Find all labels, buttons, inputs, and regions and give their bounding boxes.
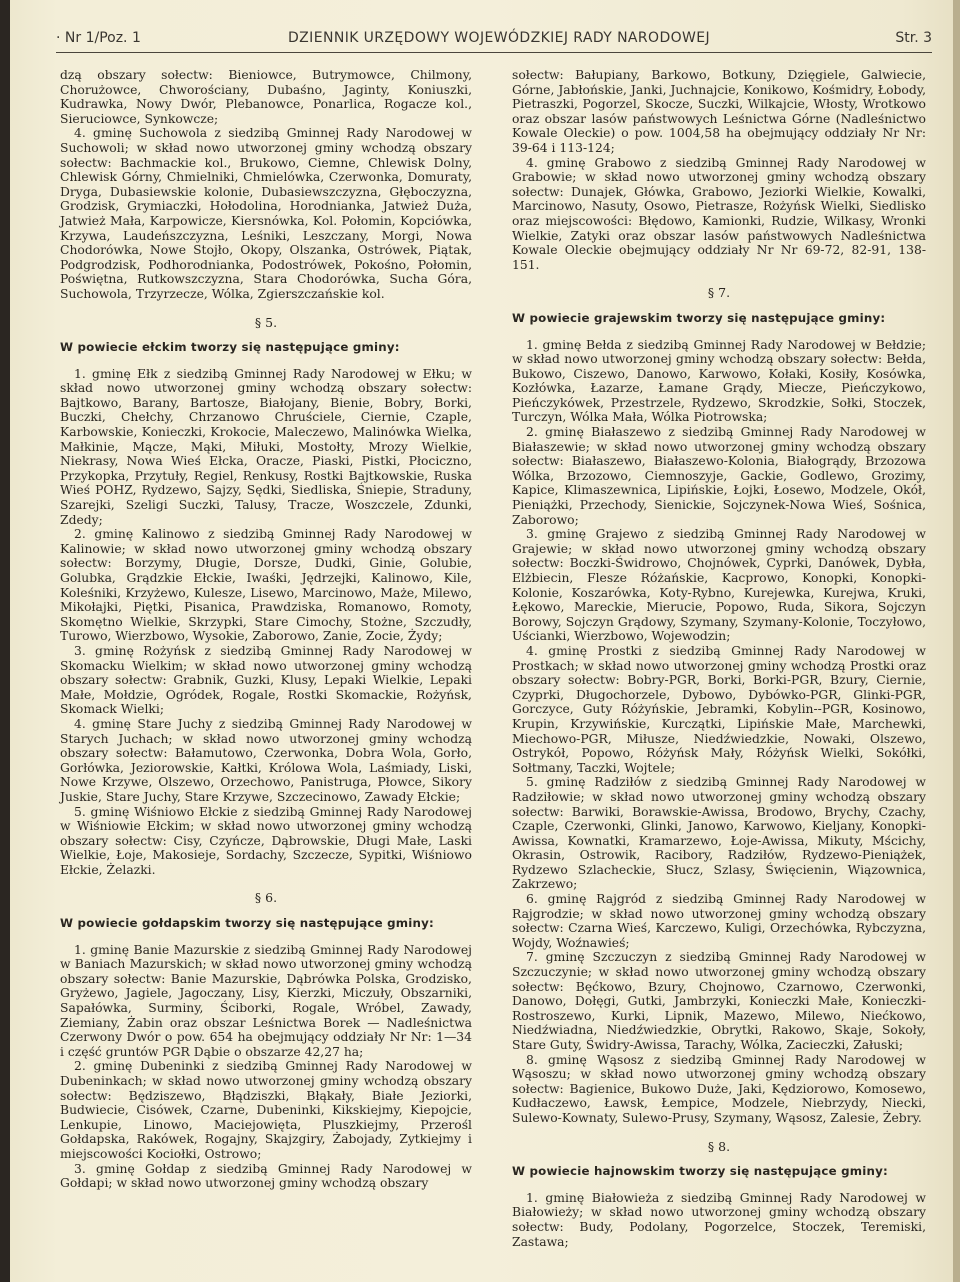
paragraph: 2. gminę Kalinowo z siedzibą Gminnej Rady Narodowej w Kalinowie; w skład nowo utworzonej gminy wchodzą obszary sołectw: Borzymy, Długie, Dorsze, Dudki, Ginie, Golubie, Golubka, Grądzkie Ełckie, Iwaśki, Jędrzejki, Kalinowo, Kile, Koleśniki, Krzyżewo, Kulesze, Lisewo, Marcinowo, Maże, Milewo, Mikołajki, Piętki, Pisanica, Prawdziska, Romanowo, Romoty, Skomętno Wielkie, Skrzypki, Stare Cimochy, Stożne, Szczudły, Turowo, Wierzbowo, Wysokie, Zaborowo, Zanie, Zocie, Żydy; (60, 527, 472, 644)
paragraph: 5. gminę Wiśniowo Ełckie z siedzibą Gminnej Rady Narodowej w Wiśniowie Ełckim; w skład nowo utworzonej gminy wchodzą obszary sołectw: Cisy, Czyńcze, Dąbrowskie, Długi Małe, Laski Wielkie, Łoje, Makosieje, Sordachy, Szczecze, Sypitki, Wiśniowo Ełckie, Żelazki. (60, 804, 472, 877)
paragraph: 5. gminę Radziłów z siedzibą Gminnej Rady Narodowej w Radziłowie; w skład nowo utworzonej gminy wchodzą obszary sołectw: Barwiki, Borawskie-Awissa, Brodowo, Brychy, Czachy, Czaple, Czerwonki, Glinki, Janowo, Karwowo, Kieljany, Konopki-Awissa, Kownatki, Kramarzewo, Łoje-Awissa, Mikuty, Mścichy, Okrasin, Ostrowik, Racibory, Radziłów, Rydzewo-Pieniążek, Rydzewo Szlacheckie, Słucz, Szlasy, Święcienin, Wiązownica, Zakrzewo; (512, 775, 926, 892)
section-number: § 6. (254, 890, 278, 906)
paragraph: 3. gminę Grajewo z siedzibą Gminnej Rady Narodowej w Grajewie; w skład nowo utworzonej gminy wchodzą obszary sołectw: Boczki-Świdrowo, Chojnówek, Cyprki, Danówek, Dybła, Elżbiecin, Flesze Różańskie, Kacprowo, Konopki, Konopki-Kolonie, Koszarówka, Koty-Rybno, Kurejewka, Kurejwa, Kruki, Łękowo, Mareckie, Mierucie, Popowo, Ruda, Sikora, Sojczyn Borowy, Sojczyn Grądowy, Szymany, Szymany-Kolonie, Toczyłowo, Uścianki, Wierzbowo, Wojewodzin; (512, 527, 926, 644)
header-rule (56, 52, 932, 53)
paragraph: 8. gminę Wąsosz z siedzibą Gminnej Rady Narodowej w Wąsoszu; w skład nowo utworzonej gminy wchodzą obszary sołectw: Bagienice, Bukowo Duże, Jaki, Kędziorowo, Komosewo, Kudłaczewo, Ławsk, Łempice, Modzele, Niebrzydy, Niecki, Sulewo-Kownaty, Sulewo-Prusy, Szymany, Wąsosz, Zalesie, Żebry. (512, 1052, 926, 1125)
section-number: § 5. (254, 314, 278, 330)
page-left-edge (0, 0, 10, 1282)
section-number: § 7. (707, 285, 731, 301)
page-right-edge (953, 0, 960, 1282)
paragraph: 3. gminę Gołdap z siedzibą Gminnej Rady Narodowej w Gołdapi; w skład nowo utworzonej gminy wchodzą obszary (60, 1161, 472, 1191)
issue-number: · Nr 1/Poz. 1 (56, 30, 141, 46)
paragraph: 1. gminę Bełda z siedzibą Gminnej Rady Narodowej w Bełdzie; w skład nowo utworzonej gminy wchodzą obszary sołectw: Bełda, Bukowo, Ciszewo, Danowo, Karwowo, Kołaki, Kosiły, Kosówka, Kozłówka, Łazarze, Łamane Grądy, Miecze, Pieńczykowo, Pieńczykówek, Przestrzele, Rydzewo, Skrodzkie, Sołki, Stoczek, Turczyn, Wólka Mała, Wólka Piotrowska; (512, 337, 926, 425)
paragraph: 4. gminę Suchowola z siedzibą Gminnej Rady Narodowej w Suchowoli; w skład nowo utworzonej gminy wchodzą obszary sołectw: Bachmackie kol., Brukowo, Ciemne, Chlewisk Dolny, Chlewisk Górny, Chmielniki, Chmielówka, Czerwonka, Domuraty, Dryga, Dubasiewskie kolonie, Dubasiewszczyzna, Głęboczyzna, Grodzisk, Grymiaczki, Hołodolina, Horodnianka, Jatwież Duża, Jatwież Mała, Karpowicze, Kiersnówka, Kol. Połomin, Kopciówka, Krzywa, Laudeńszczyzna, Leśniki, Leszczany, Morgi, Nowa Chodorówka, Nowe Stojło, Okopy, Olszanka, Ostrówek, Piątak, Podgrodzisk, Podhorodnianka, Podostrówek, Pokośno, Połomin, Poświętna, Rutkowszczyzna, Stara Chodorówka, Sucha Góra, Suchowola, Trzyrzecze, Wólka, Zgierszczańskie kol. (60, 126, 472, 301)
section-heading: W powiecie hajnowskim tworzy się następujące gminy: (512, 1164, 888, 1179)
page-number: Str. 3 (895, 30, 932, 46)
right-column (512, 68, 926, 1249)
section-heading: W powiecie grajewskim tworzy się następujące gminy: (512, 310, 886, 325)
paragraph: 2. gminę Dubeninki z siedzibą Gminnej Rady Narodowej w Dubeninkach; w skład nowo utworzonej gminy wchodzą obszary sołectw: Będziszewo, Błądziszki, Błąkały, Białe Jeziorki, Budwiecie, Cisówek, Czarne, Dubeninki, Kikskiejmy, Kiepojcie, Lenkupie, Linowo, Maciejowięta, Pluszkiejmy, Przerośl Gołdapska, Rakówek, Rogajny, Skajzgiry, Żabojady, Zytkiejmy i miejscowości Kociołki, Ostrowo; (60, 1059, 472, 1161)
paragraph: 4. gminę Grabowo z siedzibą Gminnej Rady Narodowej w Grabowie; w skład nowo utworzonej gminy wchodzą obszary sołectw: Dunajek, Główka, Grabowo, Jeziorki Wielkie, Kowalki, Marcinowo, Nasuty, Osowo, Pietrasze, Rożyńsk Wielki, Siedlisko oraz miejscowości: Błędowo, Kamionki, Rudzie, Wilkasy, Wronki Wielkie, Zatyki oraz obszar lasów państwowych Nadleśnictwa Kowale Oleckie obejmujący oddziały Nr Nr 69-72, 82-91, 138-151. (512, 155, 926, 272)
paragraph: dzą obszary sołectw: Bieniowce, Butrymowce, Chilmony, Chorużowce, Chworościany, Dubaśno, Jaginty, Koniuszki, Kudrawka, Nowy Dwór, Plebanowce, Ponarlica, Rogacze kol., Sieruciowce, Synkowcze; (60, 68, 472, 126)
paragraph: 2. gminę Białaszewo z siedzibą Gminnej Rady Narodowej w Białaszewie; w skład nowo utworzonej gminy wchodzą obszary sołectw: Białaszewo, Białaszewo-Kolonia, Białogrądy, Brzozowa Wólka, Brzozowo, Ciemnoszyje, Gackie, Godlewo, Grozimy, Kapice, Klimaszewnica, Lipińskie, Łojki, Łosewo, Modzele, Okół, Pieniążki, Przechody, Sienickie, Sojczynek-Nowa Wieś, Sośnica, Zaborowo; (512, 425, 926, 527)
paragraph: 1. gminę Białowieża z siedzibą Gminnej Rady Narodowej w Białowieży; w skład nowo utworzonej gminy wchodzą obszary sołectw: Budy, Podolany, Pogorzelce, Stoczek, Teremiski, Zastawa; (512, 1190, 926, 1249)
page-header (56, 30, 932, 52)
paragraph: 4. gminę Stare Juchy z siedzibą Gminnej Rady Narodowej w Starych Juchach; w skład nowo utworzonej gminy wchodzą obszary sołectw: Bałamutowo, Czerwonka, Dobra Wola, Gorło, Gorłówka, Jeziorowskie, Kałtki, Królowa Wola, Laśmiady, Liski, Nowe Krzywe, Olszewo, Orzechowo, Panistruga, Płowce, Sikory Juskie, Stare Juchy, Stare Krzywe, Szczecinowo, Zawady Ełckie; (60, 716, 472, 804)
paragraph: sołectw: Bałupiany, Barkowo, Botkuny, Dzięgiele, Galwiecie, Górne, Jabłońskie, Janki, Juchnajcie, Konikowo, Kośmidry, Łobody, Pietraszki, Pogorzel, Skocze, Suczki, Wilkajcie, Włosty, Wrotkowo oraz obszar lasów państwowych Leśnictwa Górne (Nadleśnictwo Kowale Oleckie) o pow. 1004,58 ha obejmujący oddziały Nr Nr: 39-64 i 113-124; (512, 68, 926, 155)
paragraph: 6. gminę Rajgród z siedzibą Gminnej Rady Narodowej w Rajgrodzie; w skład nowo utworzonej gminy wchodzą obszary sołectw: Czarna Wieś, Karczewo, Kuligi, Orzechówka, Rybczyzna, Wojdy, Woźnawieś; (512, 892, 926, 950)
paragraph: 3. gminę Rożyńsk z siedzibą Gminnej Rady Narodowej w Skomacku Wielkim; w skład nowo utworzonej gminy wchodzą obszary sołectw: Grabnik, Guzki, Klusy, Lepaki Wielkie, Lepaki Małe, Mołdzie, Ogródek, Rogale, Rostki Skomackie, Rożyńsk, Skomack Wielki; (60, 643, 472, 717)
section-heading: W powiecie ełckim tworzy się następujące gminy: (60, 340, 400, 355)
section-heading: W powiecie gołdapskim tworzy się następujące gminy: (60, 916, 434, 931)
paragraph: 7. gminę Szczuczyn z siedzibą Gminnej Rady Narodowej w Szczuczynie; w skład nowo utworzonej gminy wchodzą obszary sołectw: Bęćkowo, Bzury, Chojnowo, Czarnowo, Czerwonki, Danowo, Dołęgi, Gutki, Jambrzyki, Konieczki Małe, Konieczki-Rostroszewo, Kurki, Lipnik, Mazewo, Milewo, Niećkowo, Niedźwiadna, Niedźwiedzkie, Obrytki, Rakowo, Skaje, Sokoły, Stare Guty, Świdry-Awissa, Tarachy, Wólka, Zacieczki, Załuski; (512, 950, 926, 1052)
journal-title: DZIENNIK URZĘDOWY WOJEWÓDZKIEJ RADY NARODOWEJ (288, 30, 711, 46)
section-number: § 8. (707, 1138, 731, 1154)
paragraph: 1. gminę Ełk z siedzibą Gminnej Rady Narodowej w Ełku; w skład nowo utworzonej gminy wchodzą obszary sołectw: Bajtkowo, Barany, Bartosze, Białojany, Bienie, Bobry, Borki, Buczki, Chełchy, Chrzanowo Chruściele, Ciernie, Czaple, Karbowskie, Konieczki, Krokocie, Maleczewo, Malinówka Wielka, Małkinie, Mącze, Mąki, Miłuki, Mostołty, Mrozy Wielkie, Niekrasy, Nowa Wieś Ełcka, Oracze, Piaski, Pistki, Płociczno, Przykopka, Przytuły, Regiel, Renkusy, Rostki Bajtkowskie, Ruska Wieś POHZ, Rydzewo, Sajzy, Sędki, Siedliska, Śniepie, Straduny, Szarejki, Szeligi Suczki, Talusy, Tracze, Woszczele, Zdunki, Zdedy; (60, 366, 472, 527)
paragraph: 1. gminę Banie Mazurskie z siedzibą Gminnej Rady Narodowej w Baniach Mazurskich; w skład nowo utworzonej gminy wchodzą obszary sołectw: Banie Mazurskie, Dąbrówka Polska, Grodzisko, Gryżewo, Jagiele, Jagoczany, Lisy, Kierzki, Miczuły, Obszarniki, Sapałówka, Surminy, Ściborki, Rogale, Wróbel, Zawady, Ziemiany, Żabin oraz obszar Leśnictwa Borek — Nadleśnictwa Czerwony Dwór o pow. 654 ha obejmujący oddziały Nr Nr: 1—34 i część gruntów PGR Dąbie o obszarze 42,27 ha; (60, 942, 472, 1059)
paragraph: 4. gminę Prostki z siedzibą Gminnej Rady Narodowej w Prostkach; w skład nowo utworzonej gminy wchodzą Prostki oraz obszary sołectw: Bobry-PGR, Borki, Borki-PGR, Bzury, Ciernie, Czyprki, Długochorzele, Dybowo, Dybówko-PGR, Glinki-PGR, Gorczyce, Guty Różyńskie, Jebramki, Kobylin--PGR, Kosinowo, Krupin, Krzywińskie, Kurczątki, Lipińskie Małe, Marchewki, Miechowo-PGR, Miłusze, Niedźwiedzkie, Nowaki, Olszewo, Ostrykół, Popowo, Różyńsk Mały, Różyńsk Wielki, Sokółki, Sołtmany, Taczki, Wojtele; (512, 643, 926, 775)
left-column (60, 68, 472, 1191)
